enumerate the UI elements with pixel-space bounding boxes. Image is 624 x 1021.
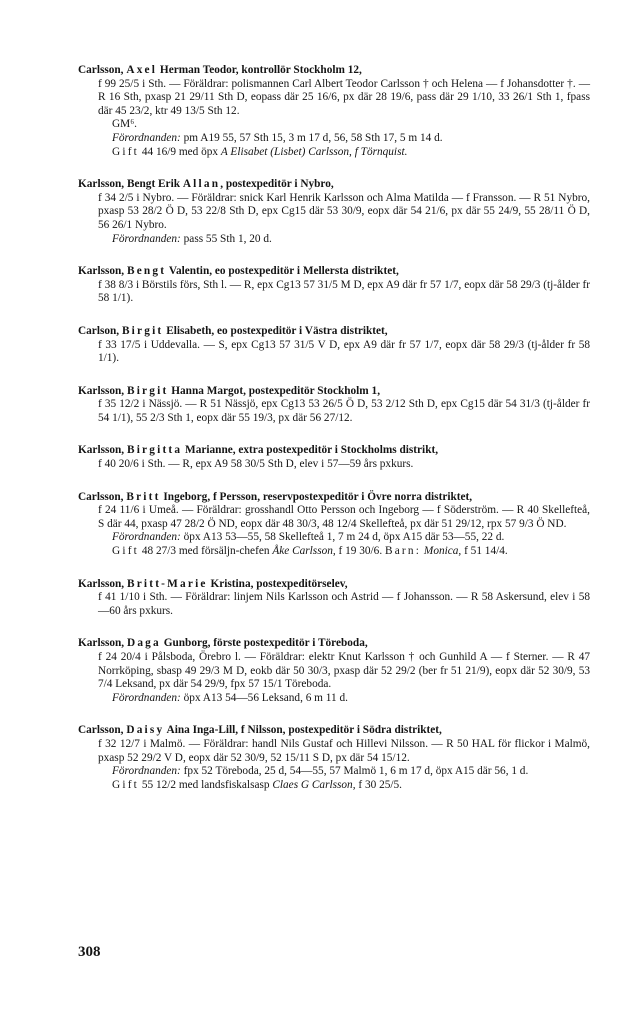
entry-name: Carlsson, [78,64,127,76]
entry-title: Aina Inga-Lill, f Nilsson, postexpeditör i Södra distriktet, [164,724,442,737]
entry-bengt-erik-karlsson [78,178,590,246]
entry-appointments [78,531,590,545]
spouse-born: f 30 25/5. [355,778,402,791]
entry-body: f 24 11/6 i Umeå. — Föräldrar: grosshandl Otto Persson och Ingeborg — f Söderström. — R 40 Skellefteå, S där 44, pxasp 47 28/2 Ö ND, eopx där 48 30/3, 48 12/4 Skellefteå, px där 51 29/12, rpx 57 9/3 Ö ND. [98,504,590,530]
entry-bengt-valentin-karlsson [78,265,590,306]
entry-name-spaced: Birgitta [126,444,183,457]
spouse-name: A Elisabet (Lisbet) Carlsson, f Törnquist. [220,145,408,158]
entry-title: Ingeborg, f Persson, reservpostexpeditör i Övre norra distriktet, [160,490,473,503]
entry-name-spaced: Daisy [126,724,165,737]
spouse-name: Åke Carlsson, [272,545,336,558]
entry-birgit-elisabeth-carlson [78,325,590,366]
entry-heading [78,637,590,651]
entry-appointments [78,765,590,779]
entry-name-spaced: Bengt [126,265,167,278]
entry-daga-karlsson [78,637,590,705]
entry-name-spaced: Birgit [121,324,164,337]
child-born: f 51 14/4. [461,545,508,558]
entry-name: Carlsson, [78,490,127,503]
entry-title: Marianne, extra postexpeditör i Stockholms distrikt, [182,444,439,457]
appointments-label: Förordnanden: [112,531,181,544]
entry-name: Karlsson, [78,577,127,590]
marriage-label: Gift [112,778,139,791]
entry-axel-carlsson [78,64,590,159]
entry-name-spaced: Britt-Marie [126,577,208,590]
marriage-text: 48 27/3 med försäljn-chefen [139,545,273,558]
register-page [78,64,590,811]
entry-britt-marie-karlsson [78,578,590,619]
entry-name: Karlsson, [78,637,127,650]
entry-body: f 38 8/3 i Börstils förs, Sth l. — R, epx Cg13 57 31/5 M D, epx A9 där fr 57 1/7, eopx där 58 29/3 (tj-ålder fr 58 1/1). [98,278,590,305]
entry-daisy-carlsson [78,724,590,792]
appointments-text: pass 55 Sth 1, 20 d. [180,232,272,245]
entry-heading [78,491,590,505]
appointments-text: öpx A13 53—55, 58 Skellefteå 1, 7 m 24 d, öpx A15 där 53—55, 22 d. [180,531,505,544]
entry-name: Karlsson, [78,444,127,457]
entry-heading [78,178,590,192]
appointments-label: Förordnanden: [112,765,181,778]
marriage-text: 55 12/2 med landsfiskalsasp [139,778,273,791]
entry-title: Herman Teodor, kontrollör Stockholm 12, [157,64,362,76]
entry-title: Hanna Margot, postexpeditör Stockholm 1, [168,384,381,397]
entry-name-spaced: Axel [126,64,158,76]
spouse-name: Claes G Carlsson, [272,778,356,791]
entry-appointments [78,132,590,146]
appointments-text: öpx A13 54—56 Leksand, 6 m 11 d. [180,691,348,704]
entry-body: f 35 12/2 i Nässjö. — R 51 Nässjö, epx Cg13 53 26/5 Ö D, 53 2/12 Sth D, epx Cg15 där 54 31/3 (tj-ålder fr 54 1/1), 55 2/3 Sth 1, eopx där 55 19/3, px där 56 27/12. [98,398,590,424]
entry-name: Carlson, [78,324,122,337]
marriage-label: Gift [112,545,139,558]
entry-title: Gunborg, förste postexpeditör i Töreboda, [160,637,368,650]
appointments-label: Förordnanden: [112,691,181,704]
spouse-born: f 19 30/6. [335,545,385,558]
entry-appointments [78,692,590,706]
entry-body: f 34 2/5 i Nybro. — Föräldrar: snick Karl Henrik Karlsson och Alma Matilda — f Fransson. — R 51 Nybro, pxasp 53 28/2 Ö D, 53 22/8 Sth D, epx Cg15 där 53 30/9, eopx där 54 21/6, px där 55 24/9, 55 28/11 Ö D, 56 26/1 Nybro. [98,191,590,231]
appointments-text: pm A19 55, 57 Sth 15, 3 m 17 d, 56, 58 Sth 17, 5 m 14 d. [180,131,443,144]
entry-decoration: GM⁶. [112,118,137,131]
entry-heading [78,578,590,592]
entry-heading [78,64,590,78]
entry-marriage [78,545,590,559]
appointments-label: Förordnanden: [112,131,181,144]
children-label: Barn: [384,545,422,558]
entry-body: f 24 20/4 i Pålsboda, Örebro l. — Föräldrar: elektr Knut Karlsson † och Gunhild A — f Sterner. — R 47 Norrköping, sbasp 49 29/3 M D, eokb där 50 30/3, pxasp där 52 29/2 (ber fr 51 21/9), eopx där 52 30/9, 53 7/4 Leksand, px där 54 29/9, fpx 57 15/1 Töreboda. [98,651,590,691]
entry-body: f 32 12/7 i Malmö. — Föräldrar: handl Nils Gustaf och Hillevi Nilsson. — R 50 HAL för flickor i Malmö, pxasp 52 29/2 V D, eopx där 52 30/9, 52 15/11 S D, px där 54 15/12. [98,737,590,764]
appointments-text: fpx 52 Töreboda, 25 d, 54—55, 57 Malmö 1, 6 m 17 d, öpx A15 där 56, 1 d. [180,765,529,778]
page-number: 308 [78,944,101,960]
entry-heading [78,385,590,399]
appointments-label: Förordnanden: [112,232,181,245]
entry-title: Valentin, eo postexpeditör i Mellersta distriktet, [166,265,399,278]
entry-title: Elisabeth, eo postexpeditör i Västra distriktet, [163,324,388,337]
entry-appointments [78,233,590,247]
marriage-text: 44 16/9 med öpx [139,145,221,158]
entry-name: Karlsson, Bengt Erik [78,178,183,191]
entry-body: f 41 1/10 i Sth. — Föräldrar: linjem Nils Karlsson och Astrid — f Johansson. — R 58 Askersund, elev i 58—60 års pxkurs. [98,591,590,617]
entry-body: f 40 20/6 i Sth. — R, epx A9 58 30/5 Sth D, elev i 57—59 års pxkurs. [98,458,414,471]
entry-britt-carlsson [78,491,590,559]
entry-body: f 99 25/5 i Sth. — Föräldrar: polismannen Carl Albert Teodor Carlsson † och Helena — f Johansdotter †. — R 16 Sth, pxasp 21 29/11 Sth D, eopass där 25 16/6, px där 28 19/6, pass där 29 1/10, 33 26/1 Sth 1, fpass där 45 23/2, ktr 49 13/5 Sth 12. [98,77,590,117]
entry-name: Karlsson, [78,384,127,397]
entry-heading [78,265,590,279]
entry-heading [78,724,590,738]
entry-title: , postexpeditör i Nybro, [220,178,334,191]
child-name: Monica, [421,545,462,558]
marriage-label: Gift [112,145,139,158]
entry-heading [78,444,590,458]
entry-birgitta-karlsson [78,444,590,471]
entry-marriage [78,779,590,793]
entry-marriage [78,146,590,160]
entry-name: Karlsson, [78,265,127,278]
entry-name-spaced: Daga [126,637,161,650]
entry-title: Kristina, postexpeditörselev, [207,577,348,590]
entry-name-spaced: Britt [126,490,161,503]
entry-birgit-hanna-karlsson [78,385,590,426]
entry-name-spaced: Allan [182,178,221,191]
entry-heading [78,325,590,339]
entry-name: Carlsson, [78,724,127,737]
entry-body: f 33 17/5 i Uddevalla. — S, epx Cg13 57 31/5 V D, epx A9 där fr 57 1/7, eopx där 58 29/3 (tj-ålder fr 58 1/1). [98,338,590,365]
entry-name-spaced: Birgit [126,384,169,397]
